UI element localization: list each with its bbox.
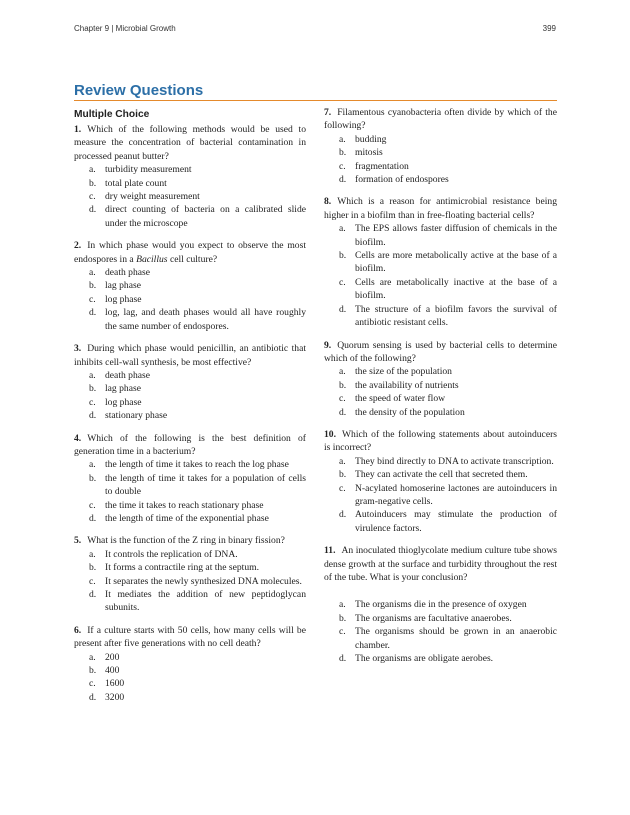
- answer-options: [324, 598, 557, 665]
- answer-option: [74, 293, 306, 306]
- answer-option: [74, 409, 306, 422]
- answer-option: [324, 146, 557, 159]
- option-text: Cells are more metabolically active at the base of a biofilm.: [355, 250, 557, 275]
- option-text: The organisms are facultative anaerobes.: [355, 612, 512, 624]
- option-letter: d.: [89, 691, 97, 703]
- answer-option: [324, 468, 557, 481]
- section-subtitle: Multiple Choice: [74, 109, 150, 120]
- question-stem: [324, 195, 557, 222]
- answer-option: [74, 575, 306, 588]
- answer-option: [74, 458, 306, 471]
- question-text-italic: Bacillus: [136, 253, 168, 265]
- answer-option: [324, 133, 557, 146]
- question-text: In which phase would you expect to observe the most endospores in a: [74, 240, 306, 265]
- question-text: Which is a reason for antimicrobial resistance being higher in a biofilm than in free-floating bacterial cells?: [324, 196, 557, 221]
- option-text: the density of the population: [355, 406, 465, 418]
- answer-option: [74, 306, 306, 333]
- answer-options: [74, 266, 306, 333]
- left-column: [74, 123, 306, 713]
- option-text: The organisms are obligate aerobes.: [355, 653, 494, 665]
- answer-option: [74, 588, 306, 615]
- question-stem: [74, 432, 306, 459]
- answer-options: [324, 365, 557, 419]
- answer-option: [324, 455, 557, 468]
- option-text: mitosis: [355, 147, 383, 159]
- question-text: Which of the following statements about autoinducers is incorrect?: [324, 428, 557, 454]
- answer-option: [74, 548, 306, 561]
- question-11: [324, 544, 557, 665]
- question-text: cell culture?: [167, 253, 218, 265]
- answer-option: [324, 406, 557, 419]
- running-header-chapter: Chapter 9 | Microbial Growth: [74, 24, 176, 33]
- section-title: Review Questions: [74, 82, 204, 99]
- question-text: Filamentous cyanobacteria often divide by which of the following?: [324, 107, 557, 132]
- question-number: 10.: [324, 428, 336, 440]
- option-text: It mediates the addition of new peptidoglycan subunits.: [105, 589, 306, 614]
- question-number: 6.: [74, 624, 82, 636]
- question-stem: [74, 123, 306, 163]
- answer-options: [74, 548, 306, 615]
- question-number: 7.: [324, 107, 332, 118]
- answer-option: [324, 303, 557, 330]
- option-letter: a.: [339, 366, 346, 378]
- option-letter: b.: [89, 280, 97, 292]
- question-stem: [324, 428, 557, 455]
- option-letter: c.: [89, 293, 96, 305]
- option-letter: b.: [89, 383, 97, 395]
- answer-options: [74, 458, 306, 525]
- question-text: Quorum sensing is used by bacterial cells to determine which of the following?: [324, 339, 557, 364]
- option-letter: a.: [339, 455, 346, 467]
- option-text: death phase: [105, 369, 151, 381]
- option-letter: c.: [89, 575, 96, 587]
- option-text: the speed of water flow: [355, 393, 446, 405]
- answer-options: [74, 651, 306, 705]
- answer-option: [74, 266, 306, 279]
- question-stem: [74, 534, 306, 547]
- option-text: the length of time of the exponential phase: [105, 512, 269, 524]
- answer-option: [324, 508, 557, 535]
- question-text: Which of the following is the best definition of generation time in a bacterium?: [74, 432, 306, 457]
- option-letter: c.: [89, 396, 96, 408]
- option-text: the length of time it takes for a population of cells to double: [105, 472, 306, 498]
- right-column: [324, 106, 557, 674]
- option-text: log, lag, and death phases would all have roughly the same number of endospores.: [105, 307, 306, 332]
- answer-option: [74, 499, 306, 512]
- option-letter: c.: [339, 393, 346, 405]
- question-stem: [324, 339, 557, 366]
- option-text: The structure of a biofilm favors the survival of antibiotic resistant cells.: [355, 303, 557, 329]
- answer-option: [74, 396, 306, 409]
- answer-option: [324, 652, 557, 665]
- question-stem: [74, 239, 306, 266]
- option-letter: d.: [89, 589, 97, 600]
- answer-option: [74, 664, 306, 677]
- question-text: An inoculated thioglycolate medium culture tube shows dense growth at the surface and turbidity throughout the rest of the tube. What is your conclusion?: [324, 545, 557, 583]
- answer-option: [324, 365, 557, 378]
- question-3: [74, 342, 306, 422]
- option-letter: d.: [339, 303, 347, 315]
- question-text: During which phase would penicillin, an antibiotic that inhibits cell-wall synthesis, be most effective?: [74, 343, 306, 368]
- option-text: N-acylated homoserine lactones are autoinducers in gram-negative cells.: [355, 482, 557, 507]
- option-letter: d.: [89, 204, 97, 216]
- answer-option: [74, 651, 306, 664]
- option-letter: c.: [89, 678, 96, 690]
- option-letter: a.: [89, 459, 96, 471]
- answer-option: [324, 612, 557, 625]
- question-8: [324, 195, 557, 329]
- answer-option: [74, 177, 306, 190]
- option-text: the length of time it takes to reach the log phase: [105, 459, 289, 471]
- option-text: lag phase: [105, 383, 141, 395]
- question-stem: [324, 106, 557, 133]
- question-text: If a culture starts with 50 cells, how many cells will be present after five generations with no cell death?: [74, 624, 306, 650]
- answer-option: [74, 512, 306, 525]
- question-9: [324, 339, 557, 419]
- option-letter: d.: [339, 406, 347, 418]
- option-text: stationary phase: [105, 410, 168, 422]
- option-text: 400: [105, 665, 120, 677]
- option-letter: d.: [339, 174, 347, 186]
- answer-option: [324, 598, 557, 611]
- option-letter: b.: [339, 147, 347, 159]
- option-text: They can activate the cell that secreted them.: [355, 469, 528, 481]
- answer-option: [74, 382, 306, 395]
- answer-option: [324, 222, 557, 249]
- option-letter: b.: [339, 250, 347, 262]
- option-text: dry weight measurement: [105, 191, 200, 203]
- answer-options: [74, 163, 306, 230]
- option-letter: c.: [339, 626, 346, 638]
- option-text: It forms a contractile ring at the septum.: [105, 562, 259, 574]
- option-letter: b.: [89, 177, 97, 189]
- answer-option: [74, 369, 306, 382]
- option-text: 1600: [105, 678, 125, 690]
- option-letter: c.: [339, 482, 346, 494]
- question-6: [74, 624, 306, 704]
- option-text: log phase: [105, 293, 142, 305]
- option-letter: d.: [339, 509, 347, 521]
- question-number: 2.: [74, 240, 82, 252]
- question-number: 4.: [74, 432, 82, 444]
- answer-option: [324, 249, 557, 276]
- option-letter: a.: [89, 267, 96, 279]
- question-stem: [74, 624, 306, 651]
- answer-options: [324, 455, 557, 535]
- answer-options: [74, 369, 306, 423]
- question-10: [324, 428, 557, 535]
- answer-option: [74, 691, 306, 704]
- option-text: turbidity measurement: [105, 164, 192, 176]
- option-letter: c.: [339, 276, 346, 288]
- question-number: 1.: [74, 124, 82, 135]
- option-text: The organisms die in the presence of oxygen: [355, 599, 527, 611]
- question-number: 9.: [324, 339, 332, 351]
- answer-option: [324, 625, 557, 652]
- option-letter: c.: [89, 191, 96, 203]
- answer-option: [74, 561, 306, 574]
- option-text: lag phase: [105, 280, 141, 292]
- option-letter: d.: [89, 307, 97, 319]
- option-letter: c.: [89, 499, 96, 511]
- question-stem: [324, 544, 557, 584]
- option-letter: d.: [89, 512, 97, 524]
- answer-option: [324, 160, 557, 173]
- answer-option: [324, 379, 557, 392]
- answer-options: [324, 222, 557, 329]
- option-text: log phase: [105, 396, 142, 408]
- option-text: formation of endospores: [355, 174, 449, 186]
- answer-option: [324, 392, 557, 405]
- option-text: The EPS allows faster diffusion of chemicals in the biofilm.: [355, 223, 557, 248]
- option-letter: b.: [89, 472, 97, 484]
- option-text: direct counting of bacteria on a calibrated slide under the microscope: [105, 204, 306, 229]
- title-underline-rule: [74, 100, 557, 101]
- option-text: fragmentation: [355, 160, 409, 172]
- question-number: 11.: [324, 545, 336, 557]
- question-1: [74, 123, 306, 230]
- question-7: [324, 106, 557, 186]
- option-text: It separates the newly synthesized DNA molecules.: [105, 575, 302, 587]
- option-text: total plate count: [105, 177, 167, 189]
- option-letter: a.: [89, 548, 96, 560]
- option-text: the time it takes to reach stationary phase: [105, 499, 264, 511]
- option-letter: a.: [339, 133, 346, 145]
- question-number: 5.: [74, 535, 82, 547]
- option-letter: d.: [339, 653, 347, 665]
- option-text: the size of the population: [355, 366, 452, 378]
- answer-option: [74, 203, 306, 230]
- answer-option: [74, 279, 306, 292]
- option-text: Autoinducers may stimulate the production of virulence factors.: [355, 509, 557, 534]
- question-2: [74, 239, 306, 333]
- answer-option: [324, 482, 557, 509]
- option-letter: b.: [89, 665, 97, 677]
- question-number: 3.: [74, 343, 82, 355]
- option-text: It controls the replication of DNA.: [105, 548, 238, 560]
- option-text: Cells are metabolically inactive at the base of a biofilm.: [355, 276, 557, 302]
- question-5: [74, 534, 306, 614]
- option-letter: a.: [89, 369, 96, 381]
- question-text: What is the function of the Z ring in binary fission?: [87, 535, 285, 547]
- option-letter: b.: [339, 379, 347, 391]
- option-letter: b.: [339, 612, 347, 624]
- option-text: death phase: [105, 267, 151, 279]
- option-text: 3200: [105, 691, 125, 703]
- answer-option: [324, 276, 557, 303]
- option-letter: a.: [339, 223, 346, 235]
- option-letter: b.: [89, 562, 97, 574]
- answer-options: [324, 133, 557, 187]
- question-stem: [74, 342, 306, 369]
- option-letter: a.: [339, 599, 346, 611]
- option-letter: b.: [339, 469, 347, 481]
- option-letter: c.: [339, 160, 346, 172]
- option-letter: a.: [89, 164, 96, 176]
- option-text: 200: [105, 651, 120, 663]
- option-text: They bind directly to DNA to activate transcription.: [355, 455, 554, 467]
- option-letter: a.: [89, 651, 96, 663]
- answer-option: [324, 173, 557, 186]
- option-text: the availability of nutrients: [355, 379, 459, 391]
- question-text: Which of the following methods would be used to measure the concentration of bacterial contamination in processed peanut butter?: [74, 124, 306, 162]
- answer-option: [74, 677, 306, 690]
- question-4: [74, 432, 306, 526]
- option-text: budding: [355, 133, 387, 145]
- option-letter: d.: [89, 410, 97, 422]
- answer-option: [74, 472, 306, 499]
- answer-option: [74, 163, 306, 176]
- page-number: 399: [542, 24, 556, 33]
- question-number: 8.: [324, 196, 332, 208]
- answer-option: [74, 190, 306, 203]
- option-text: The organisms should be grown in an anaerobic chamber.: [355, 626, 557, 651]
